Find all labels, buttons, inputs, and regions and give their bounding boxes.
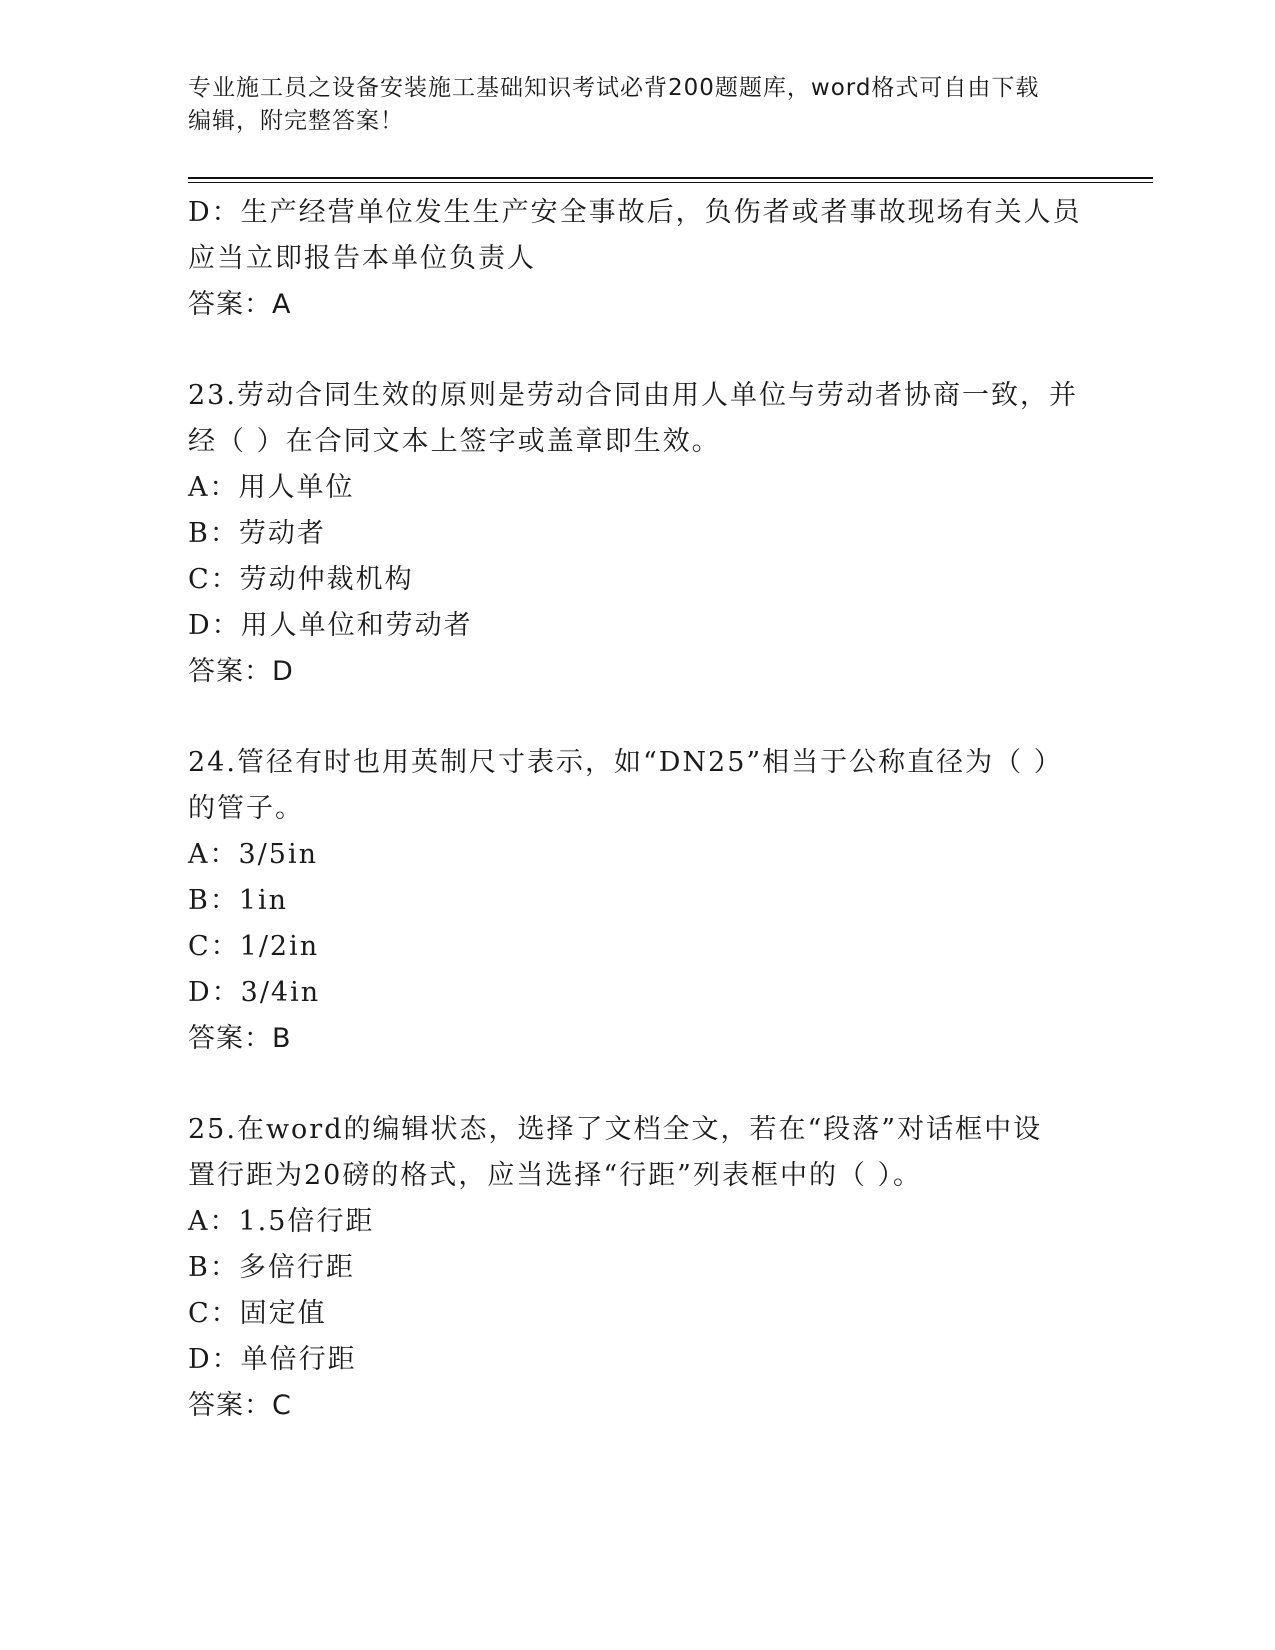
option-a: A：3/5in xyxy=(188,839,318,870)
answer: 答案：A xyxy=(188,289,292,320)
question-stem-continued: 的管子。 xyxy=(188,793,304,824)
option-d: D：生产经营单位发生生产安全事故后，负伤者或者事故现场有关人员 xyxy=(188,197,1082,228)
document-body xyxy=(188,190,1088,1429)
question-stem: 24.管径有时也用英制尺寸表示，如“DN25”相当于公称直径为（ ） xyxy=(188,747,1063,778)
question-25 xyxy=(188,1107,1088,1429)
option-b: B：劳动者 xyxy=(188,518,326,549)
option-c: C：固定值 xyxy=(188,1298,327,1329)
option-d: D：单倍行距 xyxy=(188,1344,357,1375)
answer: 答案：B xyxy=(188,1023,292,1054)
option-d: D：用人单位和劳动者 xyxy=(188,610,473,641)
answer: 答案：C xyxy=(188,1390,292,1421)
document-header xyxy=(188,72,1088,138)
question-stem: 23.劳动合同生效的原则是劳动合同由用人单位与劳动者协商一致，并 xyxy=(188,380,1078,411)
option-c: C：1/2in xyxy=(188,931,320,962)
question-23 xyxy=(188,373,1088,695)
question-24 xyxy=(188,740,1088,1062)
header-rule-thick xyxy=(188,177,1153,179)
option-a: A：1.5倍行距 xyxy=(188,1206,375,1237)
question-stem-continued: 置行距为20磅的格式，应当选择“行距”列表框中的（ ）。 xyxy=(188,1160,923,1191)
option-d-continued: 应当立即报告本单位负责人 xyxy=(188,243,536,274)
option-c: C：劳动仲裁机构 xyxy=(188,564,414,595)
header-line-1: 专业施工员之设备安装施工基础知识考试必背200题题库，word格式可自由下载 xyxy=(188,75,1040,101)
answer: 答案：D xyxy=(188,656,294,687)
question-stem-continued: 经（ ）在合同文本上签字或盖章即生效。 xyxy=(188,426,721,457)
option-a: A：用人单位 xyxy=(188,472,355,503)
header-line-2: 编辑，附完整答案！ xyxy=(188,108,404,134)
header-rule-thin xyxy=(188,182,1153,183)
option-b: B：1in xyxy=(188,885,289,916)
question-stem: 25.在word的编辑状态，选择了文档全文，若在“段落”对话框中设 xyxy=(188,1114,1043,1145)
option-b: B：多倍行距 xyxy=(188,1252,355,1283)
option-d: D：3/4in xyxy=(188,977,321,1008)
question-22-tail xyxy=(188,190,1088,328)
